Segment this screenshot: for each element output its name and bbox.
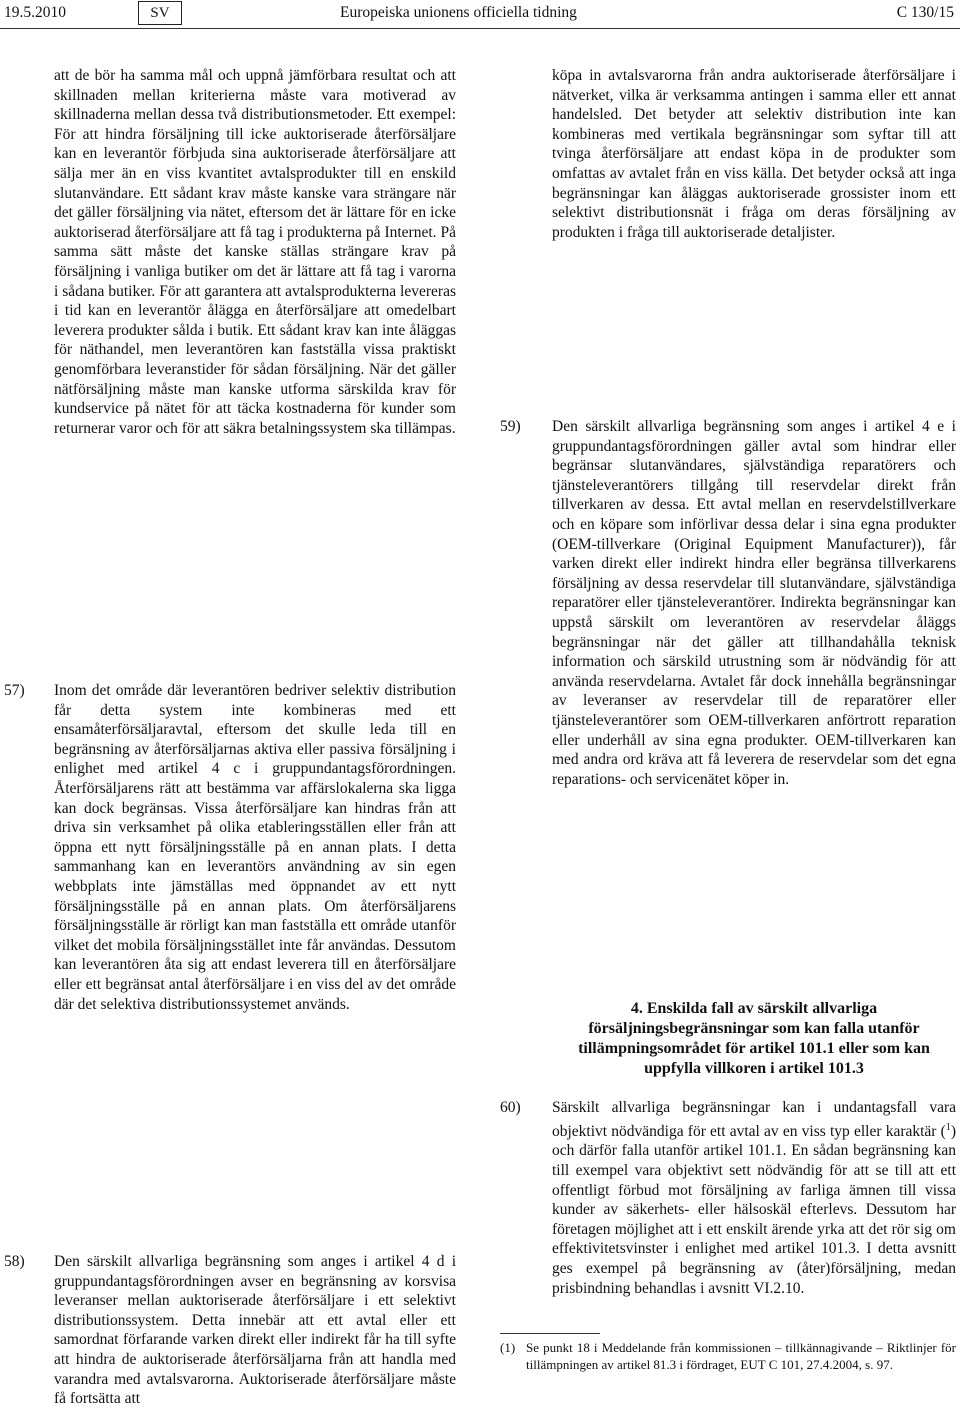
- paragraph-number-60: 60): [500, 1099, 521, 1116]
- footnote-reference[interactable]: 1: [945, 1121, 951, 1133]
- paragraph-60-text-b: ) och därför falla utanför artikel 101.1. En sådan begränsning kan till exempel vara objektivt sett nödvändig för att se till att ett offentligt förbud mot försäljning av farliga ämnen till vissa kunder av säkerhets- eller hälsoskäl efterlevs. Dessutom har företagen möjlighet att i ett enskilt ärende yrka att det rör sig om effektivitetsvinster i enlighet med artikel 101.3. I detta avsnitt ges exempel på begränsning av (åter)försäljning, medan prisbindning behandlas i avsnitt VI.2.10.: [552, 1122, 956, 1297]
- paragraph-number-59: 59): [500, 418, 521, 435]
- page-header: [0, 0, 960, 26]
- continued-paragraph: att de bör ha samma mål och uppnå jämförbara resultat och att skillnaden mellan kriterierna måste vara motiverad av skillnaderna mellan dessa två distributionsmetoder. Ett exempel: För att hindra försäljning till icke auktoriserade återförsäljare kan en leverantör förbjuda sina auktoriserade återförsäljare att sälja mer än en viss kvantitet avtalsprodukter till en enskild slutanvändare. Ett sådant krav måste kanske vara strängare när det gäller försäljning via nätet, eftersom det är lättare för en icke auktoriserad återförsäljare att få tag i produkterna på Internet. På samma sätt måste det kanske ställas strängare krav på försäljning i vanliga butiker om det är lättare att få tag i varorna i sådana butiker. För att garantera att avtalsprodukterna levereras i tid kan en leverantör ålägga en återförsäljare att omedelbart leverera produkter sålda i butik. Ett sådant krav kan inte åläggas för näthandel, men leverantören kan fastställa vissa praktiskt genomförbara leveranstider för sådan försäljning. När det gäller nätförsäljning måste man kanske utforma särskilda krav för kundservice på nätet för att täcka kostnaderna för kunder som returnerar varor och för att säkra betalningssystem ska tillämpas.: [54, 67, 456, 437]
- footnote-marker: (1): [500, 1340, 516, 1355]
- section-title: Enskilda fall av särskilt allvarliga försäljningsbegränsningar som kan falla utanför tillämpningsområdet för artikel 101.1 eller som kan uppfylla villkoren i artikel 101.3: [578, 1000, 930, 1077]
- footnote-text: Se punkt 18 i Meddelande från kommissionen – tillkännagivande – Riktlinjer för tillämpningen av artikel 81.3 i fördraget, EUT C 101, 27.4.2004, s. 97.: [526, 1340, 956, 1372]
- paragraph-number-57: 57): [4, 682, 25, 699]
- footnote-divider: [500, 1333, 600, 1334]
- section-number: 4.: [630, 1000, 643, 1017]
- paragraph-number-58: 58): [4, 1253, 25, 1270]
- language-badge: SV: [138, 1, 182, 25]
- paragraph-60: [552, 1098, 956, 1298]
- paragraph-59: Den särskilt allvarliga begränsning som anges i artikel 4 e i gruppundantagsförordningen gäller avtal som hindrar eller begränsar slutanvändares, självständiga reparatörers och tjänsteleverantörers tillgång till reservdelar direkt från tillverkaren av dessa. Ett avtal mellan en reservdelstillverkare och en köpare som införlivar dessa delar i sina egna produkter (OEM-tillverkare (Original Equipment Manufacturer)), får varken direkt eller indirekt hindra eller begränsa tillverkarens försäljning av dessa reservdelar till slutanvändare, självständiga reparatörer eller tjänsteleverantörer. Indirekta begränsningar kan uppstå särskilt om leverantören av reservdelar åläggs begränsningar när det gäller att tillhandahålla teknisk information och särskild utrustning som är nödvändig för att använda reservdelarna. Avtalet får dock innehålla begränsningar av leveranser av reservdelar till de reparatörer eller tjänsteleverantörer som OEM-tillverkaren anförtrott reparation eller underhåll av sina egna produkter. OEM-tillverkaren kan med andra ord kräva att få leverera de reservdelar som det egna reparations- och servicenätet köper in.: [552, 418, 956, 788]
- paragraph-57: Inom det område där leverantören bedriver selektiv distribution får detta system inte kombineras med ett ensamåterförsäljaravtal, eftersom det skulle leda till en begränsning av återförsäljarnas aktiva eller passiva försäljning i enlighet med artikel 4 c i gruppundantagsförordningen. Återförsäljarens rätt att bestämma var affärslokalerna ska ligga kan dock begränsas. Vissa återförsäljare kan hindras från att driva sin verksamhet på olika etableringsställen eller från att öppna ett nytt försäljningsställe på en annan plats. I detta sammanhang kan en leverantörs användning av sin egen webbplats inte jämställas med öppnandet av ett nytt försäljningsställe på en annan plats. Om återförsäljarens försäljningsställe är rörligt kan man fastställa ett område utanför vilket det mobila försäljningsstället inte får användas. Dessutom kan leverantören åta sig att endast leverera till en återförsäljare eller ett begränsat antal återförsäljare i en viss del av det område där det selektiva distributionssystemet används.: [54, 682, 456, 1013]
- continued-paragraph-right: köpa in avtalsvarorna från andra auktoriserade återförsäljare i nätverket, vilka är verksamma antingen i samma eller ett annat handelsled. Det betyder att selektiv distribution inte kan kombineras med vertikala begränsningar som syftar till att tvinga återförsäljare att endast köpa in de produkter som omfattas av avtalet från en viss källa. Det betyder också att inga begränsningar kan åläggas auktoriserade grossister inom ett selektivt distributionsnät i fråga om deras försäljning av produkten i fråga till auktoriserade detaljister.: [552, 67, 956, 241]
- journal-title: Europeiska unionens officiella tidning: [340, 4, 577, 21]
- paragraph-58: Den särskilt allvarliga begränsning som anges i artikel 4 d i gruppundantagsförordningen avser en begränsning av korsvisa leveranser mellan auktoriserade återförsäljare i ett selektivt distributionssystem. Detta innebär att ett avtal eller ett samordnat förfarande varken direkt eller indirekt får ha till syfte att hindra de auktoriserade återförsäljarna från att handla med varandra med avtalsvarorna. Auktoriserade återförsäljare måste få fortsätta att: [54, 1253, 456, 1408]
- section-heading: [552, 999, 956, 1079]
- header-divider: [0, 28, 960, 29]
- page-reference: C 130/15: [896, 4, 954, 21]
- paragraph-60-text-a: Särskilt allvarliga begränsningar kan i undantagsfall vara objektivt nödvändiga för ett avtal av en viss typ eller karaktär (: [552, 1099, 956, 1140]
- publication-date: 19.5.2010: [4, 4, 66, 21]
